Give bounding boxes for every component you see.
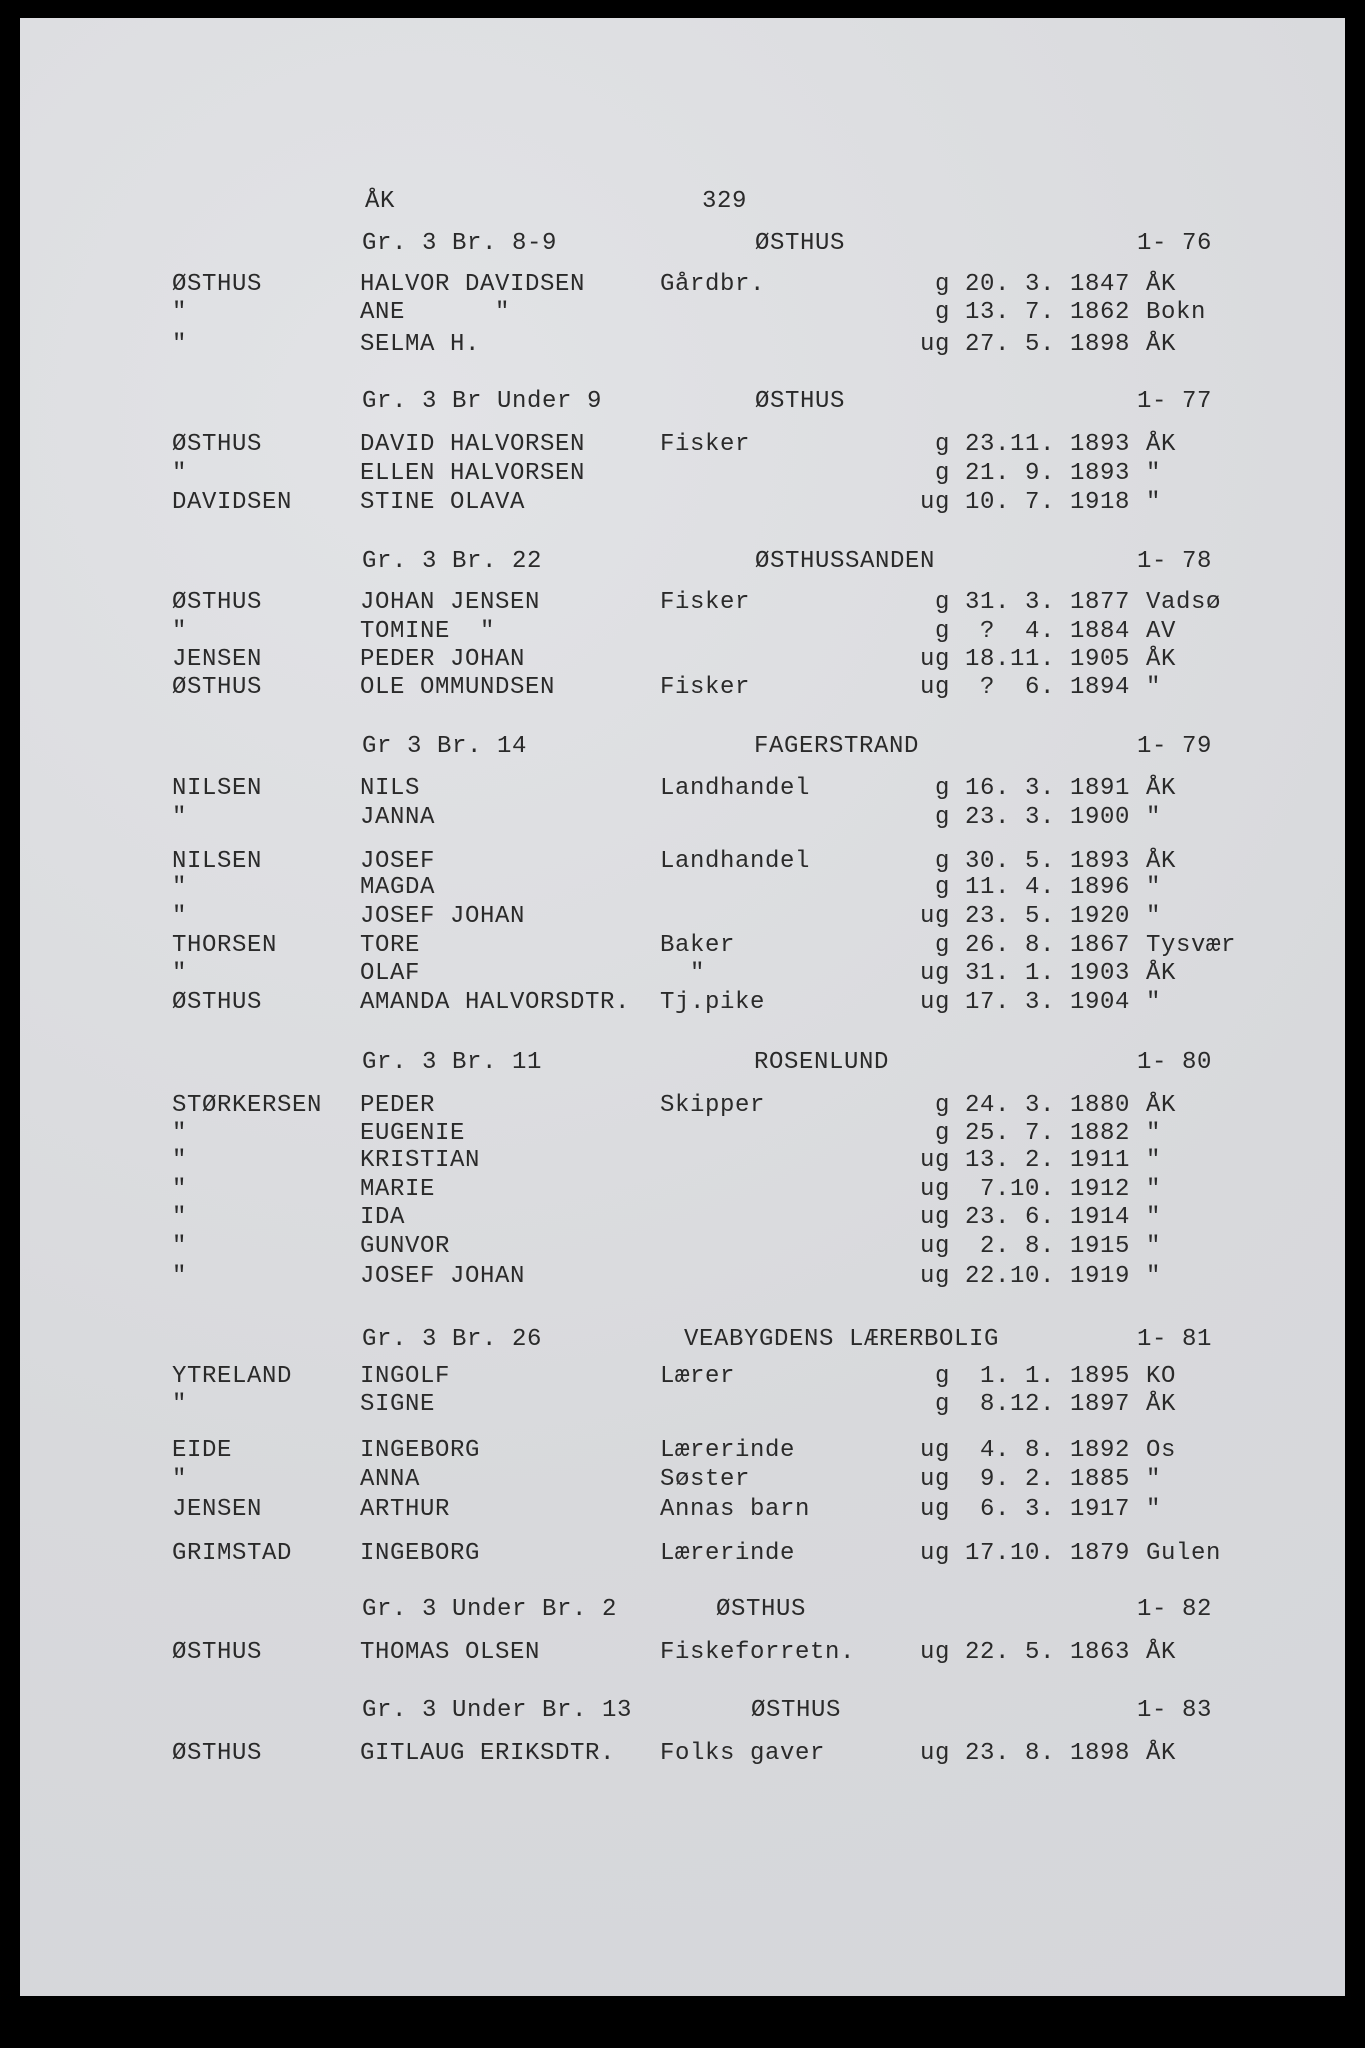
entry-name: AMANDA HALVORSDTR. (360, 989, 631, 1016)
entry-date: ug 22. 5. 1863 (919, 1639, 1130, 1666)
entry-date: g 31. 3. 1877 (934, 589, 1130, 616)
entry-name: TOMINE " (360, 618, 496, 645)
section-number: 1- 78 (1136, 548, 1212, 575)
entry-birthplace: ÅK (1146, 646, 1177, 673)
entry-occupation: Baker (660, 932, 736, 959)
section-reference: Gr. 3 Br. 22 (362, 548, 543, 575)
section-place: FAGERSTRAND (754, 733, 920, 760)
entry-name: SIGNE (360, 1391, 436, 1418)
entry-birthplace: " (1146, 460, 1162, 487)
entry-name: INGEBORG (360, 1437, 481, 1464)
entry-name: THOMAS OLSEN (360, 1639, 541, 1666)
entry-birthplace: ÅK (1146, 1092, 1177, 1119)
entry-date: ug 23. 5. 1920 (919, 903, 1130, 930)
entry-birthplace: " (1146, 804, 1162, 831)
entry-occupation: Lærerinde (660, 1437, 796, 1464)
section-reference: Gr. 3 Under Br. 2 (362, 1596, 618, 1623)
entry-birthplace: Os (1146, 1437, 1177, 1464)
entry-name: NILS (360, 775, 421, 802)
section-number: 1- 80 (1136, 1049, 1212, 1076)
entry-birthplace: ÅK (1146, 271, 1177, 298)
entry-surname: THORSEN (172, 932, 278, 959)
entry-name: MAGDA (360, 874, 436, 901)
entry-date: g 30. 5. 1893 (934, 848, 1130, 875)
section-place: ØSTHUSSANDEN (755, 548, 936, 575)
entry-date: ug 22.10. 1919 (919, 1263, 1130, 1290)
entry-birthplace: ÅK (1146, 1639, 1177, 1666)
entry-birthplace: " (1146, 674, 1162, 701)
entry-birthplace: ÅK (1146, 1391, 1177, 1418)
entry-occupation: " (660, 960, 706, 987)
entry-date: g 13. 7. 1862 (934, 299, 1130, 326)
entry-name: ELLEN HALVORSEN (360, 460, 586, 487)
entry-name: IDA (360, 1204, 406, 1231)
entry-surname: ØSTHUS (172, 1740, 263, 1767)
entry-occupation: Fisker (660, 589, 751, 616)
section-number: 1- 76 (1136, 230, 1212, 257)
entry-surname: ØSTHUS (172, 989, 263, 1016)
section-place: ØSTHUS (716, 1596, 807, 1623)
entry-birthplace: " (1146, 903, 1162, 930)
section-number: 1- 83 (1136, 1697, 1212, 1724)
entry-name: OLE OMMUNDSEN (360, 674, 556, 701)
entry-name: STINE OLAVA (360, 489, 526, 516)
entry-name: TORE (360, 932, 421, 959)
entry-surname: " (172, 1466, 188, 1493)
entry-surname: " (172, 1204, 188, 1231)
entry-date: g 11. 4. 1896 (934, 874, 1130, 901)
page-number: 329 (702, 188, 748, 215)
entry-surname: ØSTHUS (172, 674, 263, 701)
entry-name: ANE " (360, 299, 511, 326)
entry-birthplace: ÅK (1146, 1740, 1177, 1767)
entry-surname: DAVIDSEN (172, 489, 293, 516)
entry-birthplace: Gulen (1146, 1540, 1222, 1567)
entry-date: ug 31. 1. 1903 (919, 960, 1130, 987)
entry-birthplace: ÅK (1146, 775, 1177, 802)
entry-name: SELMA H. (360, 331, 481, 358)
section-number: 1- 79 (1136, 733, 1212, 760)
entry-name: INGOLF (360, 1363, 451, 1390)
entry-date: ug 10. 7. 1918 (919, 489, 1130, 516)
entry-date: g 1. 1. 1895 (934, 1363, 1130, 1390)
entry-name: INGEBORG (360, 1540, 481, 1567)
section-reference: Gr. 3 Br. 11 (362, 1049, 543, 1076)
entry-surname: NILSEN (172, 775, 263, 802)
entry-date: ug 27. 5. 1898 (919, 331, 1130, 358)
section-reference: Gr 3 Br. 14 (362, 733, 528, 760)
entry-birthplace: " (1146, 1466, 1162, 1493)
entry-birthplace: Tysvær (1146, 932, 1237, 959)
entry-date: ug 17.10. 1879 (919, 1540, 1130, 1567)
entry-birthplace: Vadsø (1146, 589, 1222, 616)
entry-name: EUGENIE (360, 1120, 466, 1147)
entry-name: GUNVOR (360, 1233, 451, 1260)
entry-surname: " (172, 1120, 188, 1147)
entry-surname: GRIMSTAD (172, 1540, 293, 1567)
entry-date: g 23.11. 1893 (934, 431, 1130, 458)
entry-surname: " (172, 618, 188, 645)
entry-date: g 8.12. 1897 (934, 1391, 1130, 1418)
entry-surname: STØRKERSEN (172, 1092, 323, 1119)
entry-surname: JENSEN (172, 1496, 263, 1523)
entry-name: PEDER JOHAN (360, 646, 526, 673)
entry-surname: " (172, 1391, 188, 1418)
entry-name: PEDER (360, 1092, 436, 1119)
entry-name: JOHAN JENSEN (360, 589, 541, 616)
entry-surname: " (172, 299, 188, 326)
entry-birthplace: Bokn (1146, 299, 1207, 326)
entry-occupation: Gårdbr. (660, 271, 766, 298)
entry-birthplace: " (1146, 1496, 1162, 1523)
entry-name: OLAF (360, 960, 421, 987)
entry-occupation: Fisker (660, 431, 751, 458)
entry-date: g 24. 3. 1880 (934, 1092, 1130, 1119)
section-place: VEABYGDENS LÆRERBOLIG (684, 1326, 1000, 1353)
section-number: 1- 77 (1136, 388, 1212, 415)
entry-date: ug 18.11. 1905 (919, 646, 1130, 673)
entry-birthplace: " (1146, 1204, 1162, 1231)
entry-birthplace: ÅK (1146, 431, 1177, 458)
entry-date: ug 6. 3. 1917 (919, 1496, 1130, 1523)
entry-birthplace: ÅK (1146, 331, 1177, 358)
entry-birthplace: AV (1146, 618, 1177, 645)
entry-surname: " (172, 1176, 188, 1203)
section-reference: Gr. 3 Br. 26 (362, 1326, 543, 1353)
entry-occupation: Fiskeforretn. (660, 1639, 856, 1666)
entry-birthplace: " (1146, 489, 1162, 516)
entry-occupation: Folks gaver (660, 1740, 826, 1767)
section-place: ROSENLUND (754, 1049, 890, 1076)
entry-birthplace: ÅK (1146, 960, 1177, 987)
section-place: ØSTHUS (751, 1697, 842, 1724)
entry-date: g 23. 3. 1900 (934, 804, 1130, 831)
entry-name: JOSEF (360, 848, 436, 875)
entry-name: DAVID HALVORSEN (360, 431, 586, 458)
entry-occupation: Tj.pike (660, 989, 766, 1016)
entry-date: ug 13. 2. 1911 (919, 1147, 1130, 1174)
entry-name: MARIE (360, 1176, 436, 1203)
entry-surname: EIDE (172, 1437, 233, 1464)
entry-name: ANNA (360, 1466, 421, 1493)
entry-surname: " (172, 1147, 188, 1174)
entry-birthplace: " (1146, 1233, 1162, 1260)
entry-name: HALVOR DAVIDSEN (360, 271, 586, 298)
entry-occupation: Landhandel (660, 775, 811, 802)
entry-date: g 25. 7. 1882 (934, 1120, 1130, 1147)
section-place: ØSTHUS (755, 388, 846, 415)
entry-surname: " (172, 1233, 188, 1260)
entry-occupation: Fisker (660, 674, 751, 701)
section-reference: Gr. 3 Br Under 9 (362, 388, 603, 415)
entry-birthplace: " (1146, 1176, 1162, 1203)
section-reference: Gr. 3 Br. 8-9 (362, 230, 558, 257)
entry-name: JANNA (360, 804, 436, 831)
entry-occupation: Lærer (660, 1363, 736, 1390)
entry-date: ug 4. 8. 1892 (919, 1437, 1130, 1464)
entry-date: g 20. 3. 1847 (934, 271, 1130, 298)
section-reference: Gr. 3 Under Br. 13 (362, 1697, 633, 1724)
entry-date: ug 23. 6. 1914 (919, 1204, 1130, 1231)
entry-surname: " (172, 804, 188, 831)
entry-surname: " (172, 960, 188, 987)
document-page (20, 18, 1345, 1996)
section-number: 1- 81 (1136, 1326, 1212, 1353)
entry-occupation: Skipper (660, 1092, 766, 1119)
entry-birthplace: " (1146, 1120, 1162, 1147)
entry-occupation: Søster (660, 1466, 751, 1493)
section-place: ØSTHUS (755, 230, 846, 257)
entry-birthplace: " (1146, 1147, 1162, 1174)
entry-birthplace: ÅK (1146, 848, 1177, 875)
entry-surname: ØSTHUS (172, 431, 263, 458)
entry-date: g 21. 9. 1893 (934, 460, 1130, 487)
entry-surname: ØSTHUS (172, 1639, 263, 1666)
entry-birthplace: " (1146, 989, 1162, 1016)
entry-date: g 16. 3. 1891 (934, 775, 1130, 802)
entry-surname: " (172, 903, 188, 930)
entry-surname: " (172, 460, 188, 487)
entry-occupation: Annas barn (660, 1496, 811, 1523)
entry-occupation: Landhandel (660, 848, 811, 875)
page-municipality: ÅK (365, 188, 396, 215)
entry-name: JOSEF JOHAN (360, 1263, 526, 1290)
entry-surname: ØSTHUS (172, 589, 263, 616)
entry-surname: JENSEN (172, 646, 263, 673)
entry-name: KRISTIAN (360, 1147, 481, 1174)
entry-date: g ? 4. 1884 (934, 618, 1130, 645)
entry-date: ug ? 6. 1894 (919, 674, 1130, 701)
section-number: 1- 82 (1136, 1596, 1212, 1623)
entry-name: JOSEF JOHAN (360, 903, 526, 930)
entry-date: ug 23. 8. 1898 (919, 1740, 1130, 1767)
entry-date: ug 17. 3. 1904 (919, 989, 1130, 1016)
entry-surname: ØSTHUS (172, 271, 263, 298)
entry-date: ug 2. 8. 1915 (919, 1233, 1130, 1260)
entry-date: ug 7.10. 1912 (919, 1176, 1130, 1203)
entry-occupation: Lærerinde (660, 1540, 796, 1567)
entry-surname: " (172, 331, 188, 358)
entry-date: g 26. 8. 1867 (934, 932, 1130, 959)
entry-birthplace: " (1146, 874, 1162, 901)
entry-birthplace: " (1146, 1263, 1162, 1290)
entry-surname: " (172, 1263, 188, 1290)
entry-name: ARTHUR (360, 1496, 451, 1523)
entry-surname: YTRELAND (172, 1363, 293, 1390)
entry-name: GITLAUG ERIKSDTR. (360, 1740, 616, 1767)
entry-date: ug 9. 2. 1885 (919, 1466, 1130, 1493)
entry-birthplace: KO (1146, 1363, 1177, 1390)
entry-surname: NILSEN (172, 848, 263, 875)
entry-surname: " (172, 874, 188, 901)
